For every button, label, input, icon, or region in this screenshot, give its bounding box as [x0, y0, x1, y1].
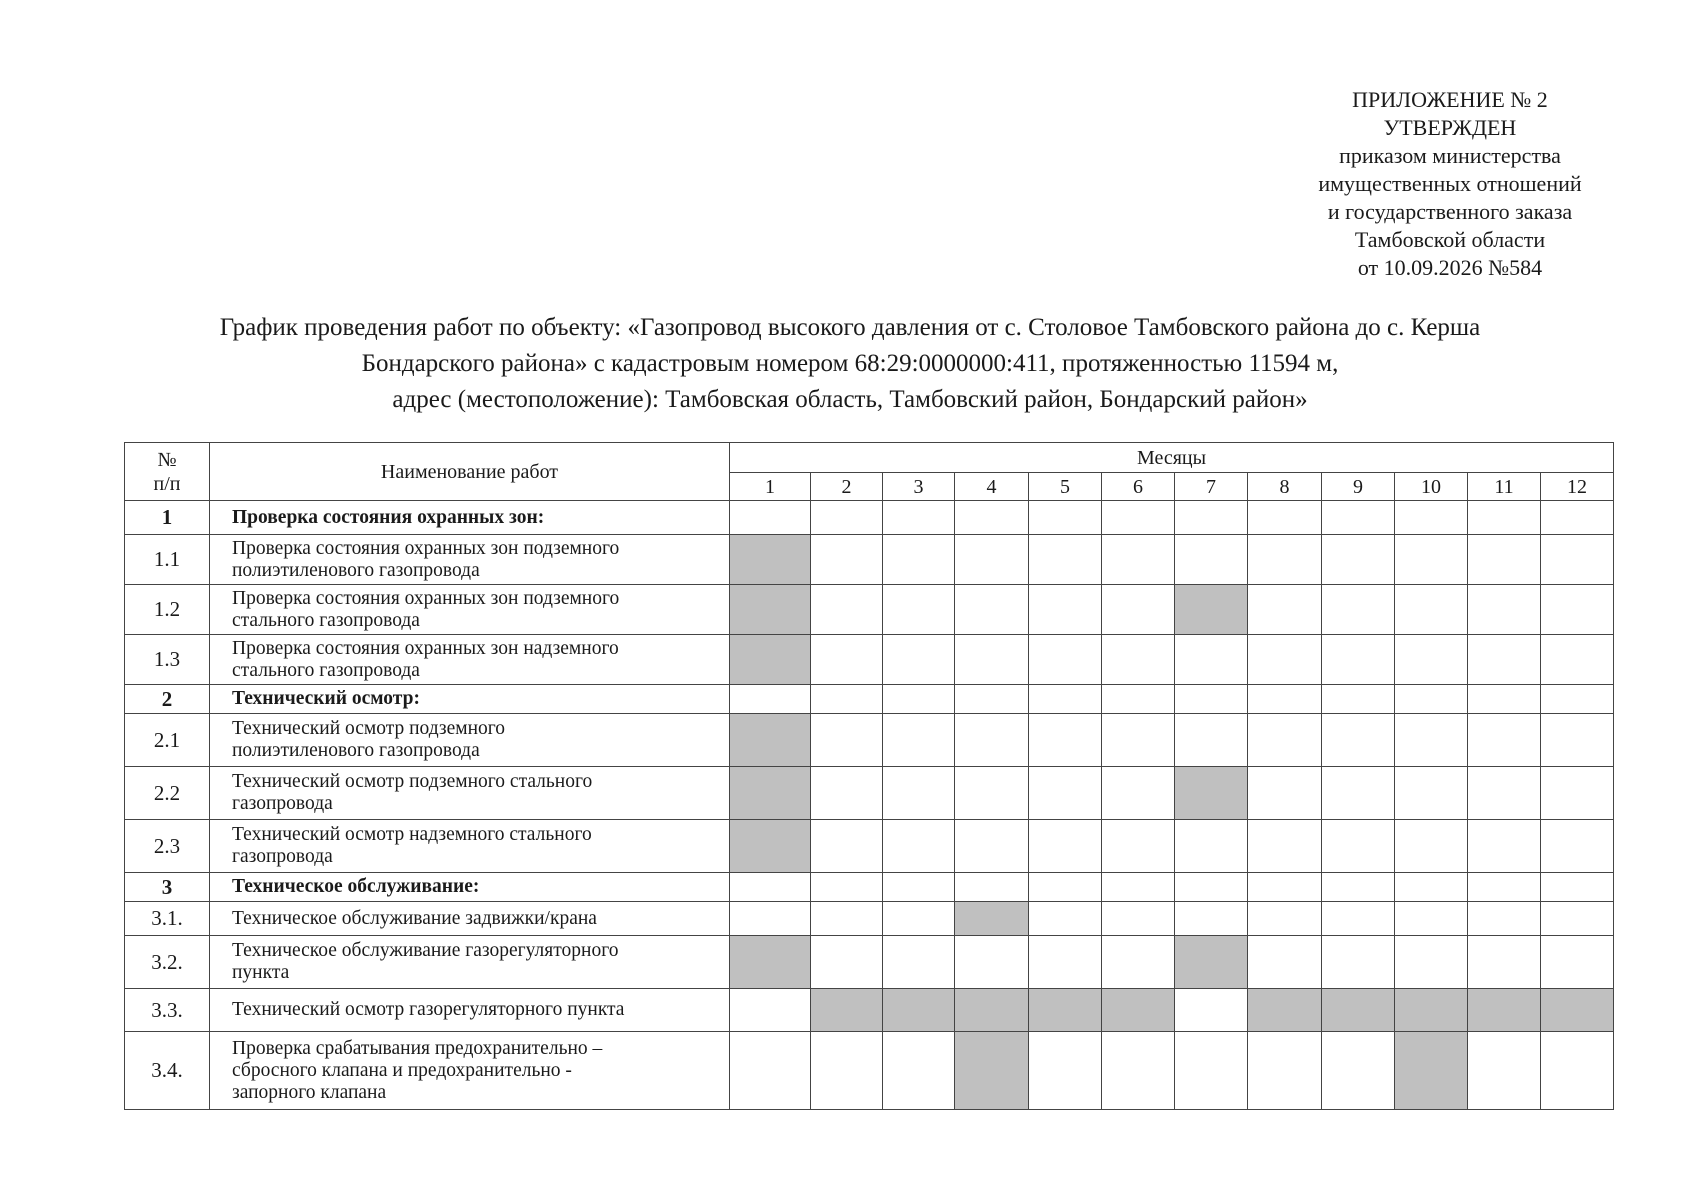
work-name-line: газопровода: [232, 846, 333, 867]
month-cell-empty: [730, 501, 811, 535]
work-name: [210, 1032, 730, 1110]
month-cell-empty: [1322, 635, 1395, 685]
work-name-line: пункта: [232, 962, 290, 983]
month-cell-empty: [1322, 685, 1395, 714]
month-cell-empty: [955, 501, 1029, 535]
month-cell-scheduled: [1029, 989, 1102, 1032]
row-number: 3.2.: [125, 936, 210, 989]
month-cell-empty: [1541, 685, 1614, 714]
month-cell-empty: [1248, 820, 1322, 873]
month-cell-empty: [1541, 767, 1614, 820]
month-header-9: 9: [1322, 473, 1395, 501]
work-name: Техническое обслуживание:: [210, 873, 730, 902]
month-cell-empty: [1322, 501, 1395, 535]
row-number: 2.1: [125, 714, 210, 767]
approval-block: [1250, 86, 1650, 282]
month-cell-empty: [1541, 585, 1614, 635]
work-name-line: Проверка состояния охранных зон подземного: [232, 587, 620, 609]
month-cell-empty: [1029, 936, 1102, 989]
month-cell-empty: [1248, 685, 1322, 714]
month-cell-empty: [955, 585, 1029, 635]
table-row: [125, 714, 1614, 767]
month-header-4: 4: [955, 473, 1029, 501]
table-row: [125, 585, 1614, 635]
month-cell-empty: [811, 936, 883, 989]
month-cell-empty: [1468, 1032, 1541, 1110]
work-name-line: полиэтиленового газопровода: [232, 559, 480, 581]
title-line-2: Бондарского района» с кадастровым номером 68:29:0000000:411, протяженностью 11594 м,: [361, 350, 1339, 377]
month-cell-empty: [883, 635, 955, 685]
month-cell-empty: [1102, 820, 1175, 873]
month-cell-empty: [1468, 535, 1541, 585]
work-name: [210, 820, 730, 873]
work-name: [210, 585, 730, 635]
month-cell-empty: [1468, 767, 1541, 820]
month-cell-scheduled: [1175, 936, 1248, 989]
month-cell-empty: [955, 820, 1029, 873]
row-number: 3: [125, 873, 210, 902]
month-cell-empty: [1322, 1032, 1395, 1110]
month-header-12: 12: [1541, 473, 1614, 501]
month-cell-scheduled: [1468, 989, 1541, 1032]
work-name: [210, 714, 730, 767]
month-cell-empty: [1175, 989, 1248, 1032]
work-name-line: Технический осмотр подземного стального: [232, 771, 593, 792]
work-name-line: стального газопровода: [232, 609, 420, 631]
month-cell-empty: [811, 1032, 883, 1110]
month-cell-scheduled: [1175, 767, 1248, 820]
month-cell-empty: [1322, 936, 1395, 989]
month-cell-empty: [1541, 714, 1614, 767]
work-name: [210, 767, 730, 820]
month-cell-empty: [1468, 501, 1541, 535]
row-number: 1.2: [125, 585, 210, 635]
work-name-line: стального газопровода: [232, 659, 420, 681]
approval-line-region: Тамбовской области: [1354, 227, 1546, 252]
month-cell-empty: [883, 501, 955, 535]
month-cell-empty: [1248, 714, 1322, 767]
month-cell-empty: [1029, 685, 1102, 714]
month-cell-empty: [1248, 635, 1322, 685]
work-name: Техническое обслуживание задвижки/крана: [210, 902, 730, 936]
month-cell-empty: [1541, 501, 1614, 535]
month-cell-empty: [811, 535, 883, 585]
month-cell-empty: [883, 685, 955, 714]
month-cell-empty: [1541, 902, 1614, 936]
work-name-line: полиэтиленового газопровода: [232, 740, 480, 761]
month-cell-empty: [1248, 535, 1322, 585]
month-cell-scheduled: [1102, 989, 1175, 1032]
month-cell-empty: [1102, 767, 1175, 820]
month-cell-scheduled: [883, 989, 955, 1032]
month-cell-empty: [883, 535, 955, 585]
month-cell-empty: [1029, 1032, 1102, 1110]
month-cell-empty: [883, 873, 955, 902]
month-cell-scheduled: [730, 585, 811, 635]
month-header-11: 11: [1468, 473, 1541, 501]
table-row: [125, 936, 1614, 989]
month-cell-empty: [1029, 635, 1102, 685]
approval-line-ministry: имущественных отношений: [1318, 171, 1582, 196]
month-header-3: 3: [883, 473, 955, 501]
approval-line-order: приказом министерства: [1339, 143, 1561, 168]
work-name: [210, 535, 730, 585]
month-cell-empty: [1175, 1032, 1248, 1110]
month-cell-empty: [1395, 714, 1468, 767]
month-cell-empty: [1468, 820, 1541, 873]
month-cell-empty: [811, 820, 883, 873]
month-cell-empty: [955, 767, 1029, 820]
month-cell-empty: [1395, 767, 1468, 820]
month-cell-empty: [1468, 585, 1541, 635]
schedule-table: [124, 442, 1614, 1110]
month-cell-empty: [955, 635, 1029, 685]
month-cell-empty: [1175, 873, 1248, 902]
month-cell-empty: [1248, 1032, 1322, 1110]
month-cell-empty: [1175, 820, 1248, 873]
header-row-1: [125, 443, 1614, 473]
month-cell-scheduled: [730, 820, 811, 873]
work-name-line: Технический осмотр подземного: [232, 718, 506, 739]
month-cell-empty: [1102, 535, 1175, 585]
work-name-line: сбросного клапана и предохранительно -: [232, 1059, 572, 1081]
month-cell-empty: [1029, 535, 1102, 585]
document-title: [100, 310, 1600, 418]
row-number: 1.1: [125, 535, 210, 585]
work-name: Проверка состояния охранных зон:: [210, 501, 730, 535]
month-cell-empty: [1541, 1032, 1614, 1110]
month-cell-empty: [1395, 902, 1468, 936]
month-cell-empty: [1248, 585, 1322, 635]
month-cell-empty: [1029, 873, 1102, 902]
month-cell-empty: [1322, 902, 1395, 936]
month-cell-empty: [955, 873, 1029, 902]
table-row: [125, 767, 1614, 820]
month-cell-empty: [1175, 635, 1248, 685]
month-cell-empty: [1029, 714, 1102, 767]
section-row: [125, 501, 1614, 535]
approval-line-ministry-cont: и государственного заказа: [1327, 199, 1573, 224]
row-number: 3.3.: [125, 989, 210, 1032]
month-header-8: 8: [1248, 473, 1322, 501]
work-name: Технический осмотр:: [210, 685, 730, 714]
month-cell-empty: [955, 535, 1029, 585]
month-header-1: 1: [730, 473, 811, 501]
month-cell-empty: [1102, 902, 1175, 936]
month-cell-empty: [730, 989, 811, 1032]
month-cell-empty: [811, 635, 883, 685]
month-cell-empty: [1395, 535, 1468, 585]
month-cell-empty: [1175, 685, 1248, 714]
month-cell-empty: [883, 936, 955, 989]
work-name-line: Проверка состояния охранных зон подземного: [232, 537, 620, 559]
month-cell-empty: [883, 820, 955, 873]
month-cell-empty: [1102, 585, 1175, 635]
work-name: [210, 635, 730, 685]
month-cell-empty: [730, 685, 811, 714]
month-cell-empty: [730, 1032, 811, 1110]
month-cell-scheduled: [730, 714, 811, 767]
schedule-body: [125, 501, 1614, 1110]
month-cell-empty: [730, 902, 811, 936]
month-cell-scheduled: [955, 989, 1029, 1032]
month-cell-empty: [811, 501, 883, 535]
month-header-5: 5: [1029, 473, 1102, 501]
month-cell-empty: [1248, 767, 1322, 820]
month-cell-empty: [1468, 902, 1541, 936]
row-number: 2: [125, 685, 210, 714]
month-cell-empty: [1395, 501, 1468, 535]
month-cell-empty: [883, 585, 955, 635]
month-cell-empty: [1102, 714, 1175, 767]
month-header-7: 7: [1175, 473, 1248, 501]
month-cell-empty: [811, 585, 883, 635]
header-work-name: Наименование работ: [210, 443, 730, 501]
month-cell-empty: [1322, 585, 1395, 635]
row-number: 3.1.: [125, 902, 210, 936]
month-cell-scheduled: [730, 767, 811, 820]
month-cell-empty: [1248, 873, 1322, 902]
work-name-line: Техническое обслуживание газорегуляторного: [232, 940, 619, 961]
month-cell-scheduled: [730, 635, 811, 685]
month-cell-empty: [1395, 936, 1468, 989]
month-cell-empty: [1322, 535, 1395, 585]
month-cell-empty: [1029, 585, 1102, 635]
month-cell-empty: [955, 714, 1029, 767]
month-cell-scheduled: [955, 1032, 1029, 1110]
month-cell-empty: [1248, 501, 1322, 535]
month-cell-scheduled: [1248, 989, 1322, 1032]
month-cell-empty: [1102, 1032, 1175, 1110]
month-cell-empty: [1322, 820, 1395, 873]
title-line-3: адрес (местоположение): Тамбовская область, Тамбовский район, Бондарский район»: [392, 386, 1308, 413]
row-number: 3.4.: [125, 1032, 210, 1110]
month-cell-empty: [1395, 820, 1468, 873]
month-cell-empty: [811, 767, 883, 820]
table-row: [125, 902, 1614, 936]
month-cell-empty: [1175, 902, 1248, 936]
month-cell-empty: [811, 902, 883, 936]
work-name-line: запорного клапана: [232, 1081, 387, 1103]
work-name-line: Проверка срабатывания предохранительно –: [232, 1037, 603, 1059]
month-header-6: 6: [1102, 473, 1175, 501]
month-cell-empty: [1541, 873, 1614, 902]
month-cell-empty: [1175, 501, 1248, 535]
work-name-line: газопровода: [232, 793, 333, 814]
month-cell-empty: [1468, 714, 1541, 767]
table-row: [125, 820, 1614, 873]
header-months: Месяцы: [730, 443, 1614, 473]
month-cell-empty: [1395, 685, 1468, 714]
month-cell-scheduled: [730, 535, 811, 585]
month-cell-empty: [1029, 501, 1102, 535]
month-cell-empty: [1029, 820, 1102, 873]
month-cell-empty: [883, 767, 955, 820]
row-number: 2.2: [125, 767, 210, 820]
month-cell-empty: [1102, 873, 1175, 902]
month-cell-empty: [1541, 635, 1614, 685]
month-cell-empty: [1175, 714, 1248, 767]
row-number: 2.3: [125, 820, 210, 873]
month-cell-empty: [1248, 936, 1322, 989]
approval-line-date: от 10.09.2026 №584: [1357, 255, 1543, 280]
month-cell-empty: [1175, 535, 1248, 585]
approval-line-appendix: ПРИЛОЖЕНИЕ № 2: [1352, 87, 1548, 112]
header-num: [125, 443, 210, 501]
month-cell-empty: [1029, 902, 1102, 936]
section-row: [125, 873, 1614, 902]
month-cell-empty: [1322, 767, 1395, 820]
month-cell-empty: [1468, 685, 1541, 714]
work-name: Технический осмотр газорегуляторного пункта: [210, 989, 730, 1032]
month-cell-empty: [1322, 714, 1395, 767]
month-cell-scheduled: [1175, 585, 1248, 635]
month-cell-scheduled: [1322, 989, 1395, 1032]
month-cell-empty: [1395, 635, 1468, 685]
month-cell-empty: [1468, 635, 1541, 685]
month-cell-empty: [955, 936, 1029, 989]
row-number: 1: [125, 501, 210, 535]
month-cell-empty: [1395, 873, 1468, 902]
row-number: 1.3: [125, 635, 210, 685]
month-cell-scheduled: [1395, 989, 1468, 1032]
month-cell-empty: [1468, 936, 1541, 989]
month-cell-empty: [883, 1032, 955, 1110]
month-cell-empty: [883, 714, 955, 767]
month-cell-scheduled: [955, 902, 1029, 936]
section-row: [125, 685, 1614, 714]
month-cell-empty: [811, 873, 883, 902]
month-cell-empty: [1102, 685, 1175, 714]
month-cell-empty: [883, 902, 955, 936]
table-row: [125, 635, 1614, 685]
month-header-10: 10: [1395, 473, 1468, 501]
table-row: [125, 535, 1614, 585]
month-cell-empty: [1248, 902, 1322, 936]
month-cell-empty: [730, 873, 811, 902]
work-name-line: Проверка состояния охранных зон надземного: [232, 637, 619, 659]
month-cell-empty: [1541, 936, 1614, 989]
table-row: [125, 989, 1614, 1032]
approval-line-approved: УТВЕРЖДЕН: [1383, 115, 1517, 140]
month-cell-scheduled: [730, 936, 811, 989]
title-line-1: График проведения работ по объекту: «Газопровод высокого давления от с. Столовое Тамбовского района до с. Керша: [219, 314, 1481, 341]
month-cell-empty: [1541, 535, 1614, 585]
work-name-line: Технический осмотр надземного стального: [232, 824, 592, 845]
month-cell-empty: [1468, 873, 1541, 902]
header-num-abbr: п/п: [153, 472, 181, 495]
month-cell-scheduled: [1541, 989, 1614, 1032]
month-cell-scheduled: [1395, 1032, 1468, 1110]
month-cell-empty: [1541, 820, 1614, 873]
month-cell-empty: [1029, 767, 1102, 820]
work-name: [210, 936, 730, 989]
month-header-2: 2: [811, 473, 883, 501]
month-cell-empty: [1395, 585, 1468, 635]
month-cell-empty: [811, 714, 883, 767]
month-cell-empty: [1102, 936, 1175, 989]
header-num-symbol: №: [157, 448, 177, 471]
month-cell-scheduled: [811, 989, 883, 1032]
month-cell-empty: [811, 685, 883, 714]
month-cell-empty: [1102, 501, 1175, 535]
month-cell-empty: [1102, 635, 1175, 685]
table-row: [125, 1032, 1614, 1110]
month-cell-empty: [1322, 873, 1395, 902]
month-cell-empty: [955, 685, 1029, 714]
